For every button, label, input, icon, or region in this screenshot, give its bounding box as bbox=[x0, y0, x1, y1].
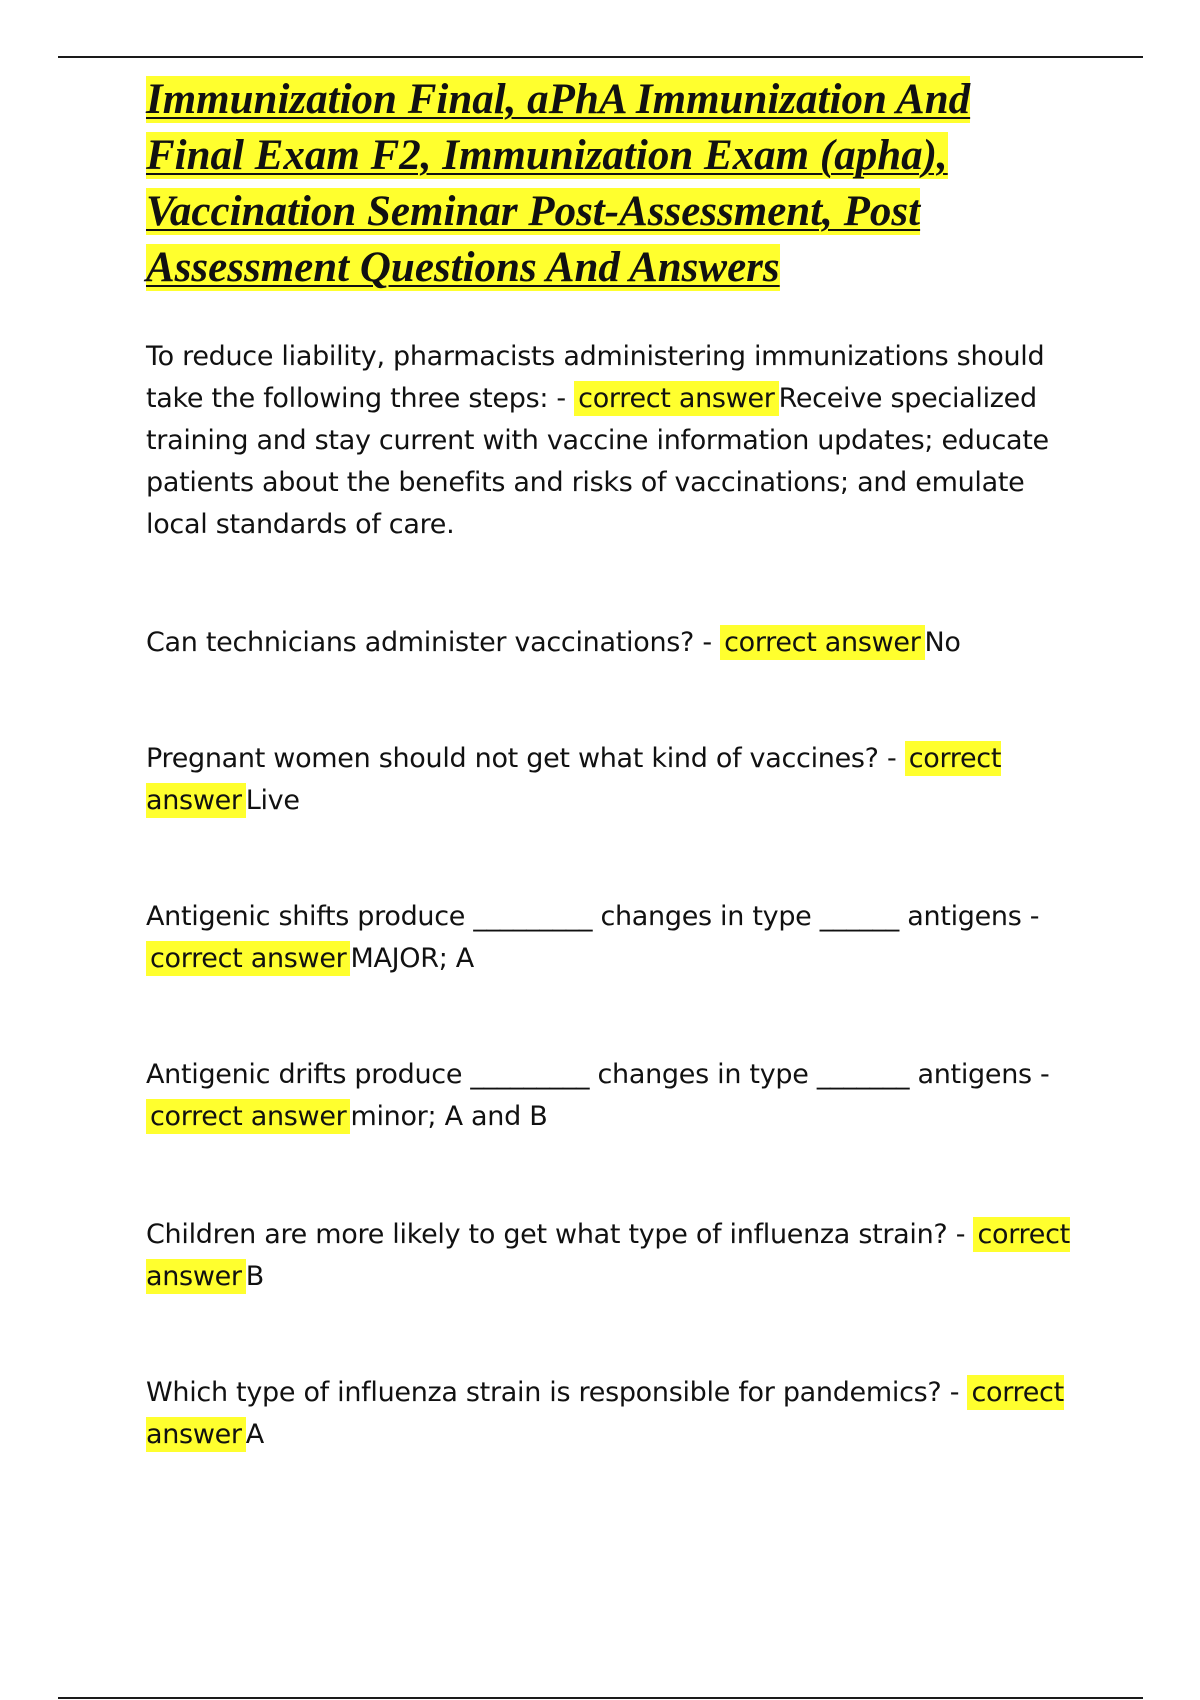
document-page bbox=[146, 72, 1076, 1456]
answer-text: B bbox=[245, 1261, 264, 1292]
answer-text: MAJOR; A bbox=[350, 943, 474, 974]
answer-text: No bbox=[924, 627, 961, 658]
qa-item bbox=[146, 622, 1076, 664]
question-text: To reduce liability, pharmacists administering immunizations should take the following three steps: - bbox=[146, 341, 1045, 414]
bottom-rule bbox=[58, 1697, 1143, 1699]
document-title bbox=[146, 72, 1076, 296]
answer-marker: correct answer bbox=[146, 743, 1002, 816]
qa-item bbox=[146, 1054, 1076, 1138]
answer-text: Live bbox=[245, 785, 300, 816]
qa-item bbox=[146, 896, 1076, 980]
qa-item bbox=[146, 1214, 1076, 1298]
qa-item bbox=[146, 336, 1076, 546]
answer-text: Receive specialized training and stay current with vaccine information updates; educate patients about the benefits and risks of vaccinations; and emulate local standards of care. bbox=[146, 383, 1049, 540]
answer-text: minor; A and B bbox=[350, 1101, 548, 1132]
answer-marker: correct answer bbox=[146, 1377, 1064, 1450]
answer-marker: correct answer bbox=[146, 1099, 350, 1134]
qa-item bbox=[146, 738, 1076, 822]
question-text: Can technicians administer vaccinations? - bbox=[146, 627, 721, 658]
qa-item bbox=[146, 1372, 1076, 1456]
answer-marker: correct answer bbox=[146, 1219, 1070, 1292]
top-rule bbox=[58, 56, 1143, 58]
question-text: Antigenic drifts produce _________ changes in type _______ antigens - bbox=[146, 1059, 1050, 1090]
answer-text: A bbox=[245, 1419, 264, 1450]
question-text: Antigenic shifts produce _________ changes in type ______ antigens - bbox=[146, 901, 1040, 932]
answer-marker: correct answer bbox=[574, 381, 778, 416]
question-text: Children are more likely to get what type of influenza strain? - bbox=[146, 1219, 974, 1250]
answer-marker: correct answer bbox=[146, 941, 350, 976]
question-text: Which type of influenza strain is responsible for pandemics? - bbox=[146, 1377, 968, 1408]
question-text: Pregnant women should not get what kind of vaccines? - bbox=[146, 743, 905, 774]
title-text: Immunization Final, aPhA Immunization And Final Exam F2, Immunization Exam (apha), Vaccination Seminar Post-Assessment, Post Assessment Questions And Answers bbox=[146, 76, 971, 291]
answer-marker: correct answer bbox=[720, 625, 924, 660]
